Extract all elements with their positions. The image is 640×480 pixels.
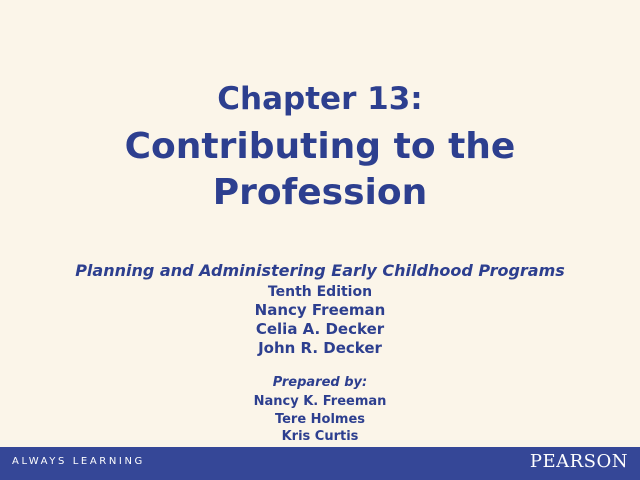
author-2: Celia A. Decker [255,320,385,338]
preparer-1: Nancy K. Freeman [253,394,387,409]
pearson-logo: PEARSON [529,451,628,472]
preparer-2: Tere Holmes [274,412,366,427]
always-learning-tagline: ALWAYS LEARNING [12,456,145,467]
edition: Tenth Edition [267,284,373,300]
chapter-number: Chapter 13: [217,81,423,117]
preparer-3: Kris Curtis [281,429,359,444]
chapter-title-line-1: Contributing to the [124,126,516,167]
author-1: Nancy Freeman [254,301,386,319]
book-title: Planning and Administering Early Childhood Programs [75,261,565,280]
prepared-by-label: Prepared by: [272,375,368,390]
chapter-title-line-2: Profession [212,172,428,213]
footer-bar [0,447,640,480]
author-3: John R. Decker [258,339,382,357]
